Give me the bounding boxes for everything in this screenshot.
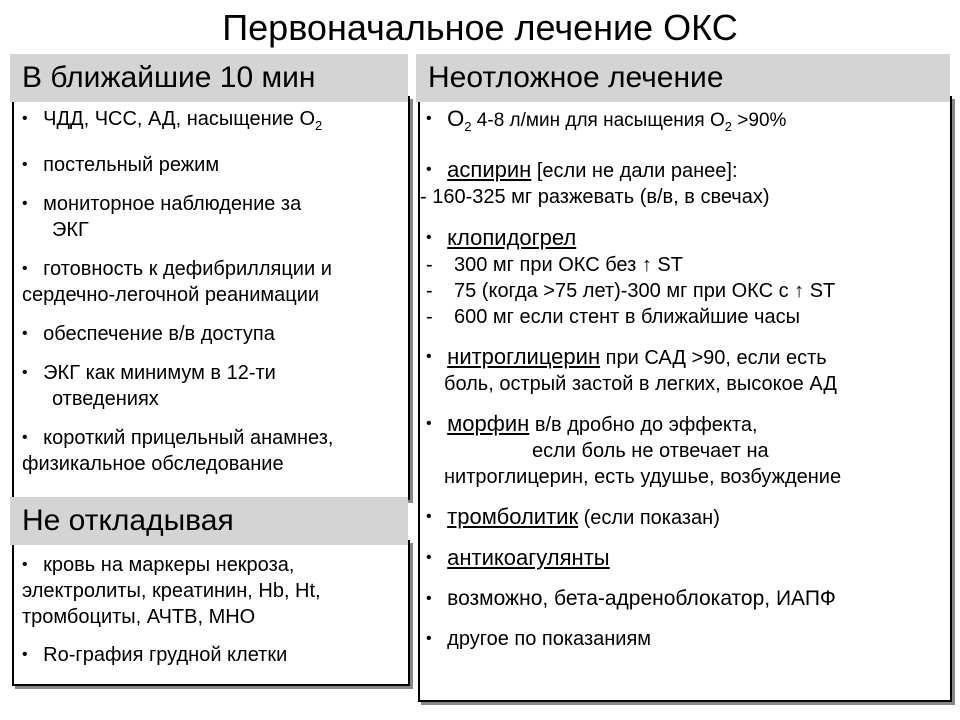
- right-list: [420, 106, 948, 665]
- bullet-icon: •: [426, 630, 432, 647]
- bullet-icon: •: [426, 549, 432, 566]
- left-bottom-panel: [12, 540, 410, 686]
- list-item: • готовность к дефибрилляции и сердечно-легочной реанимации: [22, 258, 332, 306]
- list-item: • мониторное наблюдение за ЭКГ: [22, 193, 302, 241]
- list-item: • аспирин [если не дали ранее]: - 160-325 мг разжевать (в/в, в свечах): [420, 157, 770, 208]
- right-header: Неотложное лечение: [416, 54, 950, 102]
- list-item: • $O_2$ 4-8 л/мин для насыщения $O_2 >90\%$: [426, 106, 787, 134]
- left-bottom-list: [22, 552, 406, 681]
- bullet-icon: •: [426, 415, 432, 432]
- list-item: • ЧДД, ЧСС, АД, насыщение $O_2$: [22, 108, 323, 133]
- list-item: • Ro-графия грудной клетки: [22, 644, 288, 666]
- left-bottom-header: Не откладывая: [10, 497, 408, 545]
- list-item: • постельный режим: [22, 154, 220, 176]
- list-item: • тромболитик (если показан): [426, 504, 720, 529]
- bullet-icon: •: [426, 110, 432, 127]
- list-item: • короткий прицельный анамнез, физикальное обследование: [22, 427, 334, 475]
- bullet-icon: •: [22, 195, 28, 212]
- list-item: • ЭКГ как минимум в 12-ти отведениях: [22, 362, 276, 410]
- list-item: • нитроглицерин при САД >90, если есть боль, острый застой в легких, высокое АД: [426, 344, 837, 395]
- bullet-icon: •: [426, 348, 432, 365]
- bullet-icon: •: [426, 590, 432, 607]
- bullet-icon: •: [426, 229, 432, 246]
- arrow-up-icon: ↑: [794, 280, 805, 302]
- bullet-icon: •: [22, 156, 28, 173]
- left-top-list: [22, 106, 406, 490]
- list-item: • возможно, бета-адреноблокатор, ИАПФ: [426, 587, 836, 610]
- bullet-icon: •: [22, 646, 28, 663]
- list-item: • клопидогрел - 300 мг при ОКС без ↑ ST - 75 (когда >75 лет)-300 мг при ОКС с ↑ ST - 600 мг если стент в ближайшие часы: [426, 225, 836, 328]
- bullet-icon: •: [22, 364, 28, 381]
- list-item: • морфин в/в дробно до эффекта, если боль не отвечает на нитроглицерин, есть удушье, возбуждение: [426, 411, 842, 488]
- bullet-icon: •: [22, 325, 28, 342]
- bullet-icon: •: [22, 110, 28, 127]
- list-item: • другое по показаниям: [426, 628, 652, 650]
- left-top-header: В ближайшие 10 мин: [10, 54, 408, 102]
- list-item: • антикоагулянты: [426, 545, 610, 570]
- arrow-up-icon: ↑: [641, 254, 652, 276]
- bullet-icon: •: [22, 260, 28, 277]
- slide-title: Первоначальное лечение ОКС: [222, 7, 738, 48]
- bullet-icon: •: [22, 556, 28, 573]
- bullet-icon: •: [426, 161, 432, 178]
- right-panel: [418, 96, 952, 702]
- list-item: • кровь на маркеры некроза, электролиты, креатинин, Hb, Ht, тромбоциты, АЧТВ, МНО: [22, 554, 321, 628]
- bullet-icon: •: [426, 508, 432, 525]
- list-item: • обеспечение в/в доступа: [22, 323, 275, 345]
- left-top-panel: [12, 96, 410, 500]
- bullet-icon: •: [22, 429, 28, 446]
